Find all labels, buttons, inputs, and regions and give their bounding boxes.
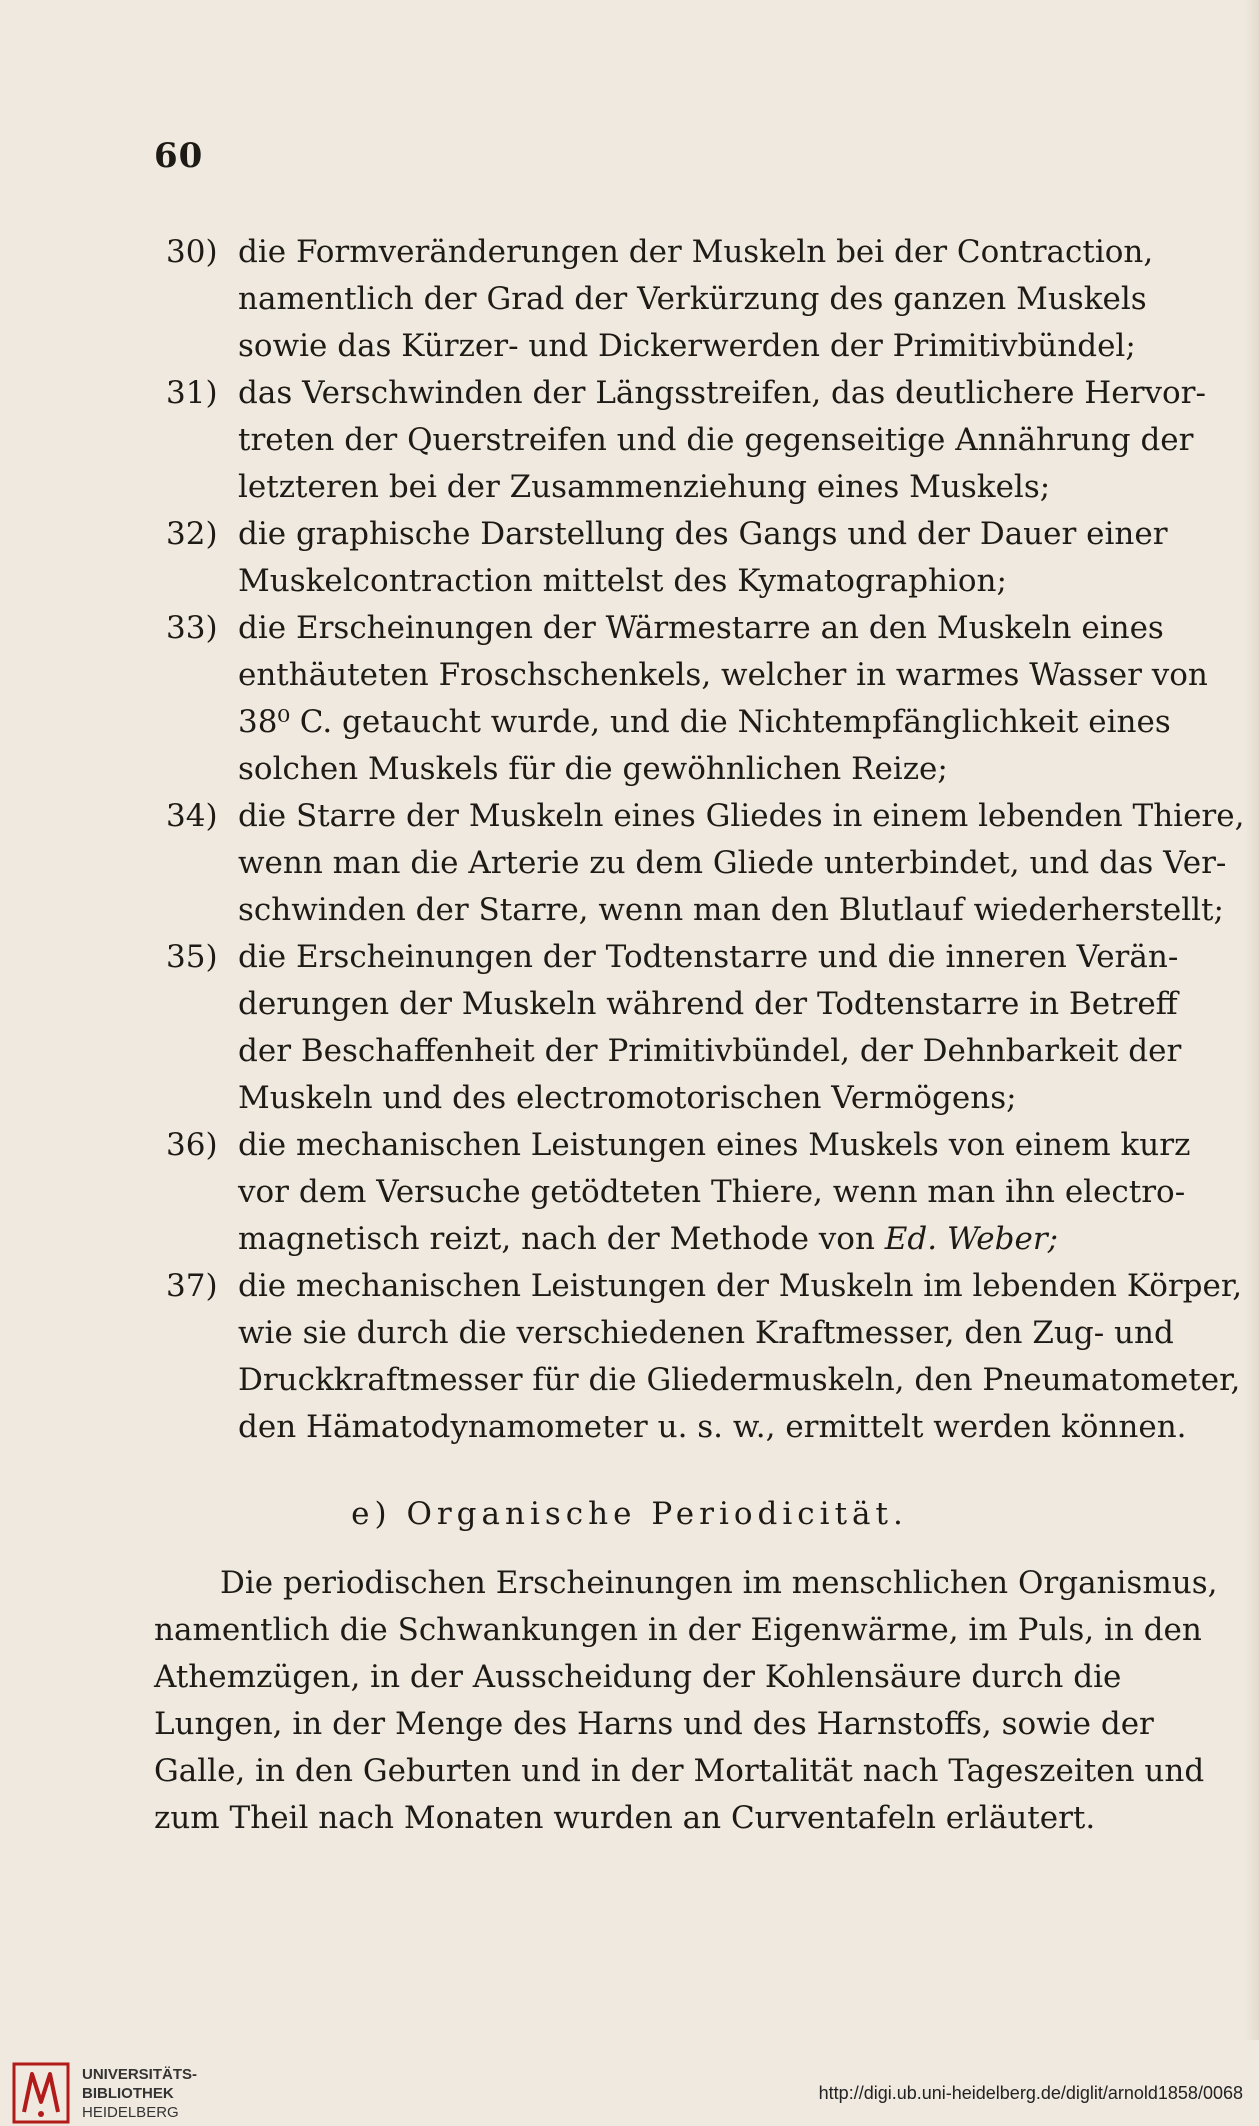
item-number: 36) — [166, 1127, 218, 1163]
item-line: sowie das Kürzer- und Dickerwerden der Primitivbündel; — [238, 328, 1136, 364]
item-number: 32) — [166, 516, 218, 552]
library-name — [82, 2065, 197, 2122]
item-line: die Starre der Muskeln eines Gliedes in einem lebenden Thiere, — [238, 798, 1245, 834]
paragraph-line: zum Theil nach Monaten wurden an Curventafeln erläutert. — [154, 1800, 1096, 1836]
item-line: derungen der Muskeln während der Todtenstarre in Betreff — [238, 986, 1178, 1022]
item-line: die Erscheinungen der Wärmestarre an den Muskeln eines — [238, 610, 1164, 646]
item-line: letzteren bei der Zusammenziehung eines Muskels; — [238, 469, 1051, 505]
item-line: 38⁰ C. getaucht wurde, und die Nichtempfänglichkeit eines — [238, 704, 1171, 740]
item-line: schwinden der Starre, wenn man den Blutlauf wiederherstellt; — [238, 892, 1224, 928]
page-edge-shadow — [1245, 0, 1259, 2040]
item-number: 35) — [166, 939, 218, 975]
item-line: die Erscheinungen der Todtenstarre und die inneren Verän- — [238, 939, 1179, 975]
item-number: 33) — [166, 610, 218, 646]
paragraph-line: Galle, in den Geburten und in der Mortalität nach Tageszeiten und — [154, 1753, 1205, 1789]
item-line: das Verschwinden der Längsstreifen, das deutlichere Hervor- — [238, 375, 1206, 411]
paragraph-line: namentlich die Schwankungen in der Eigenwärme, im Puls, in den — [154, 1612, 1202, 1648]
item-line: vor dem Versuche getödteten Thiere, wenn man ihn electro- — [238, 1174, 1186, 1210]
library-logo[interactable] — [12, 2062, 197, 2124]
item-line — [238, 1216, 1058, 1263]
paragraph-line: Die periodischen Erscheinungen im menschlichen Organismus, — [220, 1565, 1218, 1601]
item-line: Druckkraftmesser für die Gliedermuskeln, den Pneumatometer, — [238, 1362, 1241, 1398]
item-line: die Formveränderungen der Muskeln bei der Contraction, — [238, 234, 1154, 270]
source-url-link[interactable]: http://digi.ub.uni-heidelberg.de/diglit/arnold1858/0068 — [818, 2083, 1243, 2103]
item-line: solchen Muskels für die gewöhnlichen Reize; — [238, 751, 948, 787]
item-line: treten der Querstreifen und die gegenseitige Annährung der — [238, 422, 1194, 458]
item-line: enthäuteten Froschschenkels, welcher in warmes Wasser von — [238, 657, 1208, 693]
paragraph-line: Lungen, in der Menge des Harns und des Harnstoffs, sowie der — [154, 1706, 1154, 1742]
item-line: die mechanischen Leistungen der Muskeln im lebenden Körper, — [238, 1268, 1243, 1304]
item-number: 30) — [166, 234, 218, 270]
library-name-line: BIBLIOTHEK — [82, 2084, 174, 2102]
item-number: 37) — [166, 1268, 218, 1304]
item-number: 31) — [166, 375, 218, 411]
library-name-line: HEIDELBERG — [82, 2103, 179, 2121]
item-line: Muskeln und des electromotorischen Vermögens; — [238, 1080, 1017, 1116]
item-line: Muskelcontraction mittelst des Kymatographion; — [238, 563, 1007, 599]
page-number: 60 — [154, 136, 204, 176]
item-line: die graphische Darstellung des Gangs und der Dauer einer — [238, 516, 1168, 552]
item-line: wenn man die Arterie zu dem Gliede unterbindet, und das Ver- — [238, 845, 1227, 881]
library-seal-icon — [12, 2062, 70, 2124]
item-line: den Hämatodynamometer u. s. w., ermittelt werden können. — [238, 1409, 1187, 1445]
item-line: namentlich der Grad der Verkürzung des ganzen Muskels — [238, 281, 1147, 317]
item-line-text: magnetisch reizt, nach der Methode von — [238, 1221, 885, 1257]
item-line: der Beschaffenheit der Primitivbündel, der Dehnbarkeit der — [238, 1033, 1182, 1069]
item-line: wie sie durch die verschiedenen Kraftmesser, den Zug- und — [238, 1315, 1174, 1351]
section-heading: e) Organische Periodicität. — [351, 1496, 908, 1532]
item-line: die mechanischen Leistungen eines Muskels von einem kurz — [238, 1127, 1191, 1163]
author-name: Ed. Weber; — [884, 1221, 1059, 1257]
item-number: 34) — [166, 798, 218, 834]
paragraph-line: Athemzügen, in der Ausscheidung der Kohlensäure durch die — [154, 1659, 1122, 1695]
library-name-line: UNIVERSITÄTS- — [82, 2065, 198, 2083]
